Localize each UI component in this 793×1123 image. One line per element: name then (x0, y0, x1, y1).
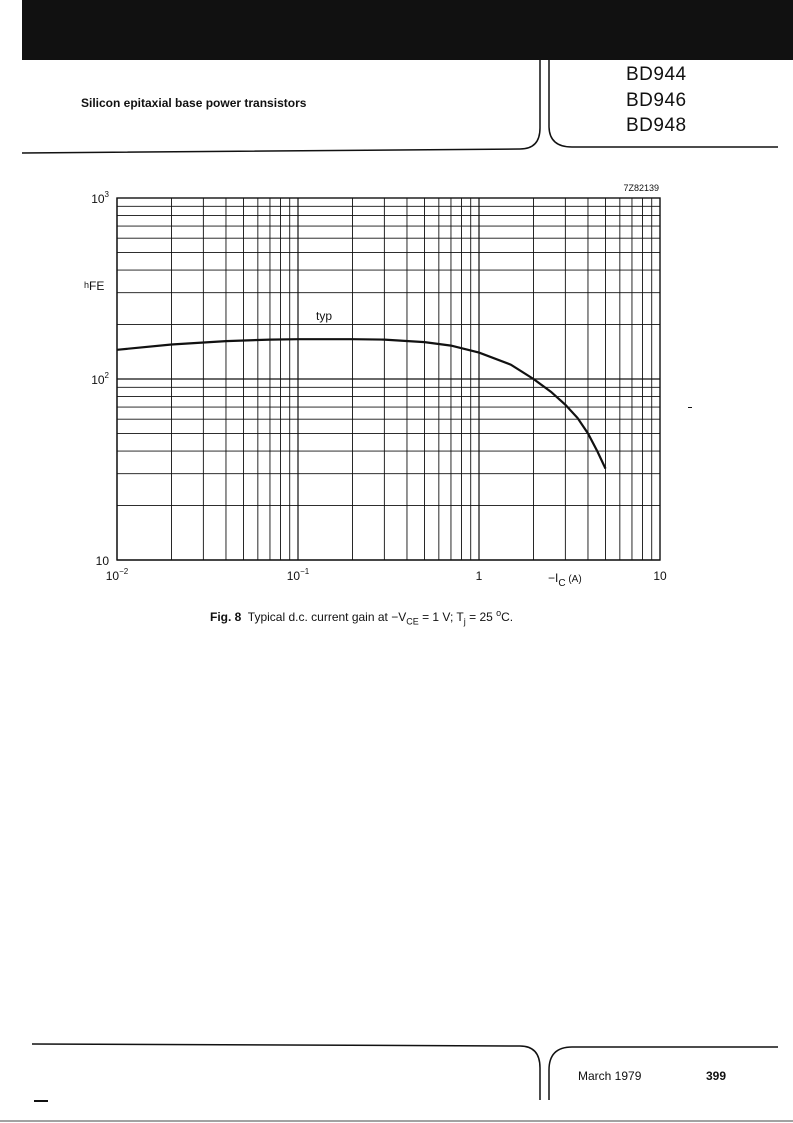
x-tick-label: $10^{-2}$ (105, 567, 129, 583)
x-axis-label-sub: C (558, 578, 566, 589)
footer-date: March 1979 (578, 1069, 642, 1083)
y-axis-label-sub: FE (89, 279, 105, 293)
y-axis-label (84, 279, 104, 293)
y-axis-label-main: h (84, 280, 90, 290)
x-axis-label-prefix: −I (548, 571, 559, 585)
y-tick-label: $10^2$ (91, 371, 109, 387)
figure-caption-sub-b: j (463, 616, 466, 627)
part-number-bd946: BD946 (626, 90, 687, 111)
footer-page-number: 399 (706, 1069, 727, 1083)
figure-caption-sub-a: CE (406, 616, 419, 627)
series-label-typ: typ (316, 309, 333, 323)
y-tick-label: 10 (95, 554, 109, 568)
margin-mark (34, 1100, 48, 1102)
figure-caption (210, 608, 513, 626)
y-tick-label: $10^3$ (91, 190, 109, 206)
figure-caption-sup-c: o (496, 608, 502, 618)
figure-caption-text-d: C. (501, 610, 514, 624)
x-axis-label (548, 571, 582, 589)
figure-caption-text-c: = 25 (465, 610, 497, 624)
part-number-bd948: BD948 (626, 115, 687, 136)
x-tick-label: 1 (475, 569, 483, 583)
y-axis-tick-labels (91, 190, 109, 568)
document-subtitle: Silicon epitaxial base power transistors (81, 96, 307, 110)
x-tick-label: $10^{-1}$ (286, 567, 310, 583)
figure-caption-text-a: Typical d.c. current gain at −V (247, 610, 407, 624)
x-axis-tick-labels (106, 567, 667, 583)
figure-code: 7Z82139 (623, 183, 659, 193)
x-axis-label-unit: (A) (565, 574, 582, 585)
figure-caption-label: Fig. 8 (210, 610, 242, 624)
part-number-bd944: BD944 (626, 64, 687, 85)
series-line-typ (117, 339, 606, 468)
figure-caption-text-b: = 1 V; T (418, 610, 464, 624)
x-tick-label: 10 (653, 569, 667, 583)
